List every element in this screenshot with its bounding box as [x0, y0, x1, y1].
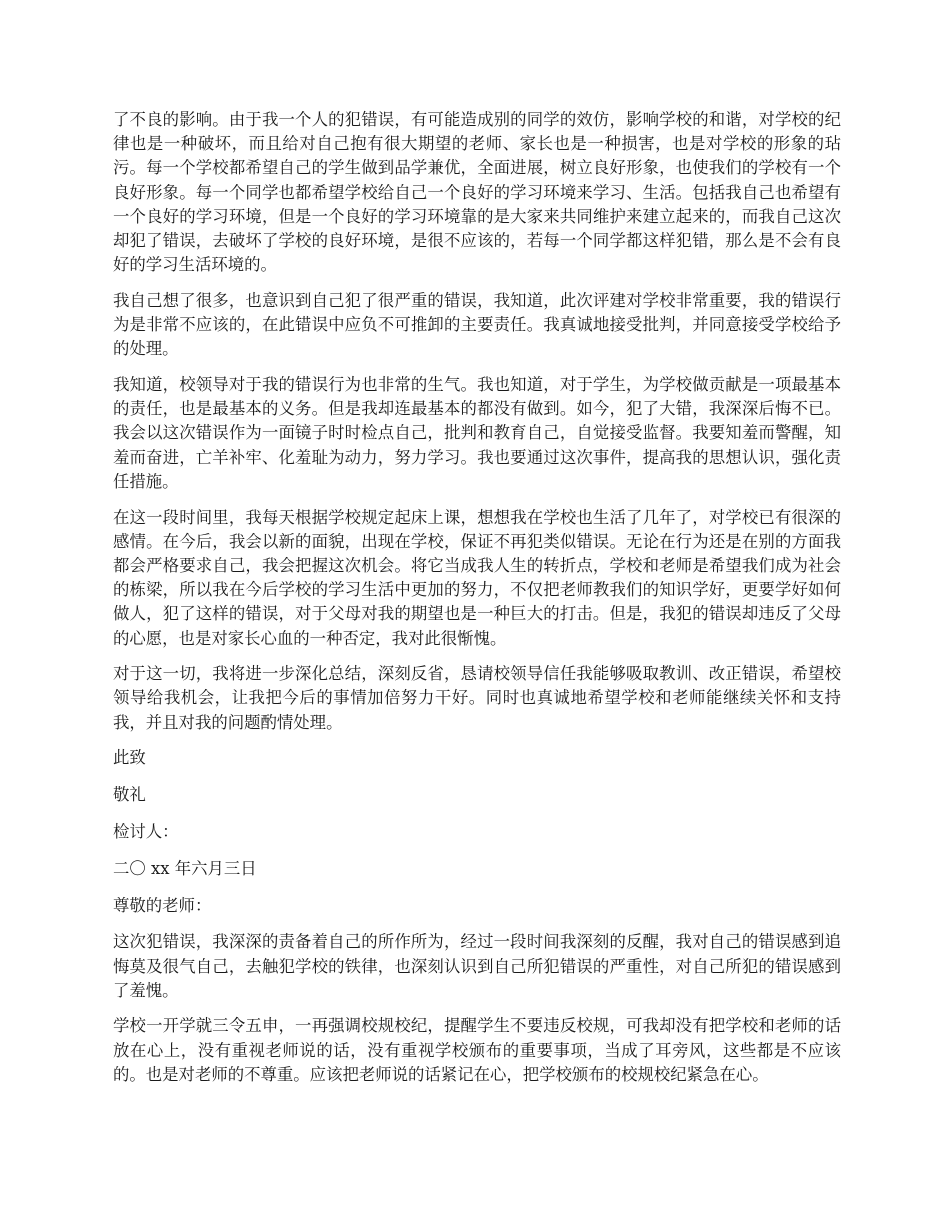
paragraph-realization: 我自己想了很多，也意识到自己犯了很严重的错误，我知道，此次评建对学校非常重要，我的错误行为是非常不应该的，在此错误中应负不可推卸的主要责任。我真诚地接受批判，并同意接受学校给予的处理。 [113, 290, 841, 359]
paragraph-future-commitment: 在这一段时间里，我每天根据学校规定起床上课，想想我在学校也生活了几年了，对学校已有很深的感情。在今后，我会以新的面貌，出现在学校，保证不再犯类似错误。无论在行为还是在别的方面我都会严格要求自己，我会把握这次机会。将它当成我人生的转折点，学校和老师是希望我们成为社会的栋梁，所以我在今后学校的学习生活中更加的努力，不仅把老师教我们的知识学好，更要学好如何做人，犯了这样的错误，对于父母对我的期望也是一种巨大的打击。但是，我犯的错误却违反了父母的心愿，也是对家长心血的一种否定，我对此很惭愧。 [113, 507, 841, 648]
paragraph-school-rules: 学校一开学就三令五申，一再强调校规校纪，提醒学生不要违反校规，可我却没有把学校和老师的话放在心上，没有重视老师说的话，没有重视学校颁布的重要事项，当成了耳旁风，这些都是不应该的。也是对老师的不尊重。应该把老师说的话紧记在心，把学校颁布的校规校纪紧急在心。 [113, 1016, 841, 1084]
paragraph-regret: 这次犯错误，我深深的责备着自己的所作所为，经过一段时间我深刻的反醒，我对自己的错误感到追悔莫及很气自己，去触犯学校的铁律，也深刻认识到自己所犯错误的严重性，对自己所犯的错误感到了羞愧。 [113, 932, 841, 1000]
signature-label: 检讨人： [113, 821, 179, 841]
document-body [113, 108, 841, 1099]
document-date: 二〇 xx 年六月三日 [113, 858, 257, 878]
closing-salute: 敬礼 [113, 785, 146, 805]
closing-greeting: 此致 [113, 748, 146, 768]
paragraph-consequences: 了不良的影响。由于我一个人的犯错误，有可能造成别的同学的效仿，影响学校的和谐，对学校的纪律也是一种破坏，而且给对自己抱有很大期望的老师、家长也是一种损害，也是对学校的形象的玷污。每一个学校都希望自己的学生做到品学兼优，全面进展，树立良好形象，也使我们的学校有一个良好形象。每一个同学也都希望学校给自己一个良好的学习环境来学习、生活。包括我自己也希望有一个良好的学习环境，但是一个良好的学习环境靠的是大家来共同维护来建立起来的，而我自己这次却犯了错误，去破坏了学校的良好环境，是很不应该的，若每一个同学都这样犯错，那么是不会有良好的学习生活环境的。 [113, 110, 841, 275]
paragraph-responsibility: 我知道，校领导对于我的错误行为也非常的生气。我也知道，对于学生，为学校做贡献是一项最基本的责任，也是最基本的义务。但是我却连最基本的都没有做到。如今，犯了大错，我深深后悔不已。我会以这次错误作为一面镜子时时检点自己，批判和教育自己，自觉接受监督。我要知羞而警醒，知羞而奋进，亡羊补牢、化羞耻为动力，努力学习。我也要通过这次事件，提高我的思想认识，强化责任措施。 [113, 375, 841, 491]
salutation: 尊敬的老师： [113, 895, 212, 915]
paragraph-request: 对于这一切，我将进一步深化总结，深刻反省，恳请校领导信任我能够吸取教训、改正错误，希望校领导给我机会，让我把今后的事情加倍努力干好。同时也真诚地希望学校和老师能继续关怀和支持我，并且对我的问题酌情处理。 [113, 664, 841, 732]
